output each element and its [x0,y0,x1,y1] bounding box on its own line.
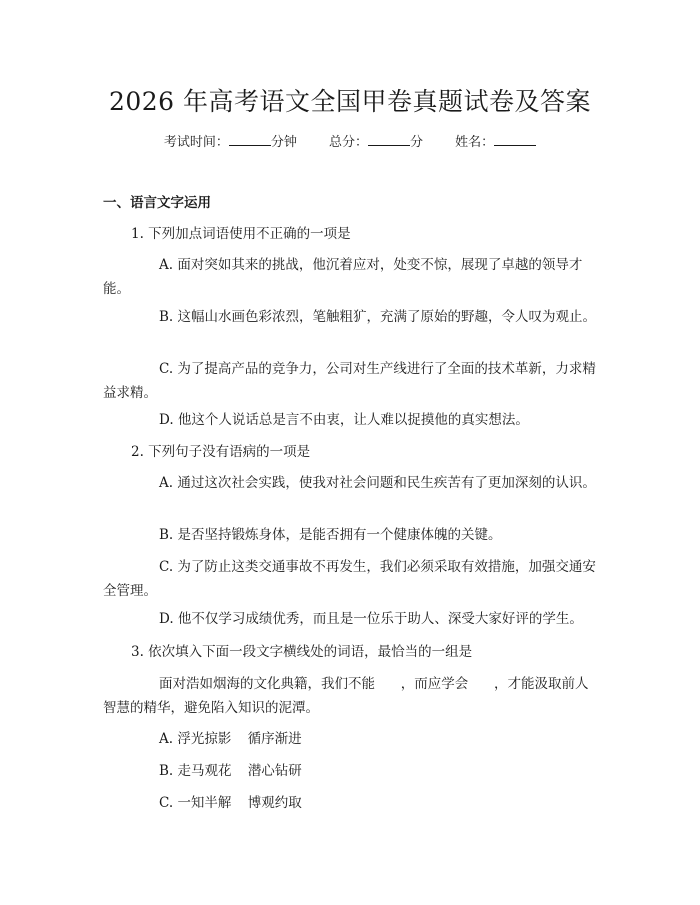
question-2-option-b: B. 是否坚持锻炼身体，是能否拥有一个健康体魄的关键。 [159,527,502,543]
choice-word-1: 一知半解 [177,795,232,811]
choice-word-1: 浮光掠影 [177,731,232,747]
question-1-option-a: A. 面对突如其来的挑战，他沉着应对，处变不惊，展现了卓越的领导才能。 [103,257,583,297]
question-1-option-b: B. 这幅山水画色彩浓烈，笔触粗犷，充满了原始的野趣，令人叹为观止。 [159,309,597,325]
question-1-option-d: D. 他这个人说话总是言不由衷，让人难以捉摸他的真实想法。 [159,412,529,428]
question-2-option-a: A. 通过这次社会实践，使我对社会问题和民生疾苦有了更加深刻的认识。 [159,475,596,491]
question-1-option-c: C. 为了提高产品的竞争力，公司对生产线进行了全面的技术革新，力求精益求精。 [103,361,596,401]
page-title: 2026 年高考语文全国甲卷真题试卷及答案 [108,87,592,116]
exam-time-unit: 分钟 [270,135,297,150]
choice-word-2: 循序渐进 [247,731,302,747]
exam-time-field [164,131,297,150]
exam-time-blank [229,135,271,146]
total-score-blank [368,135,410,146]
exam-info-line [0,131,700,150]
question-2-stem: 2. 下列句子没有语病的一项是 [131,444,311,460]
question-3-stem: 3. 依次填入下面一段文字横线处的词语，最恰当的一组是 [131,644,473,660]
choice-letter: B. [159,763,174,779]
question-2-option-d: D. 他不仅学习成绩优秀，而且是一位乐于助人、深受大家好评的学生。 [159,611,583,627]
student-name-label: 姓名： [455,135,495,150]
question-3-choice-b [159,759,599,783]
choice-word-2: 博观约取 [247,795,302,811]
question-3-choice-a [159,727,599,751]
total-score-unit: 分 [410,135,424,150]
choice-letter: A. [159,731,174,747]
question-3-passage: 面对浩如烟海的文化典籍，我们不能 ，而应学会 ，才能汲取前人智慧的精华，避免陷入知识的泥潭。 [103,676,589,716]
choice-word-2: 潜心钻研 [247,763,302,779]
choice-word-1: 走马观花 [177,763,232,779]
choice-letter: C. [159,795,174,811]
student-name-field [455,131,536,150]
question-1-stem: 1. 下列加点词语使用不正确的一项是 [131,226,351,242]
student-name-blank [494,135,536,146]
total-score-label: 总分： [328,135,368,150]
section-heading: 一、语言文字运用 [103,195,211,211]
question-3-choice-c [159,791,599,815]
question-2-option-c: C. 为了防止这类交通事故不再发生，我们必须采取有效措施，加强交通安全管理。 [103,559,596,599]
total-score-field [329,131,423,150]
exam-time-label: 考试时间： [163,135,229,150]
